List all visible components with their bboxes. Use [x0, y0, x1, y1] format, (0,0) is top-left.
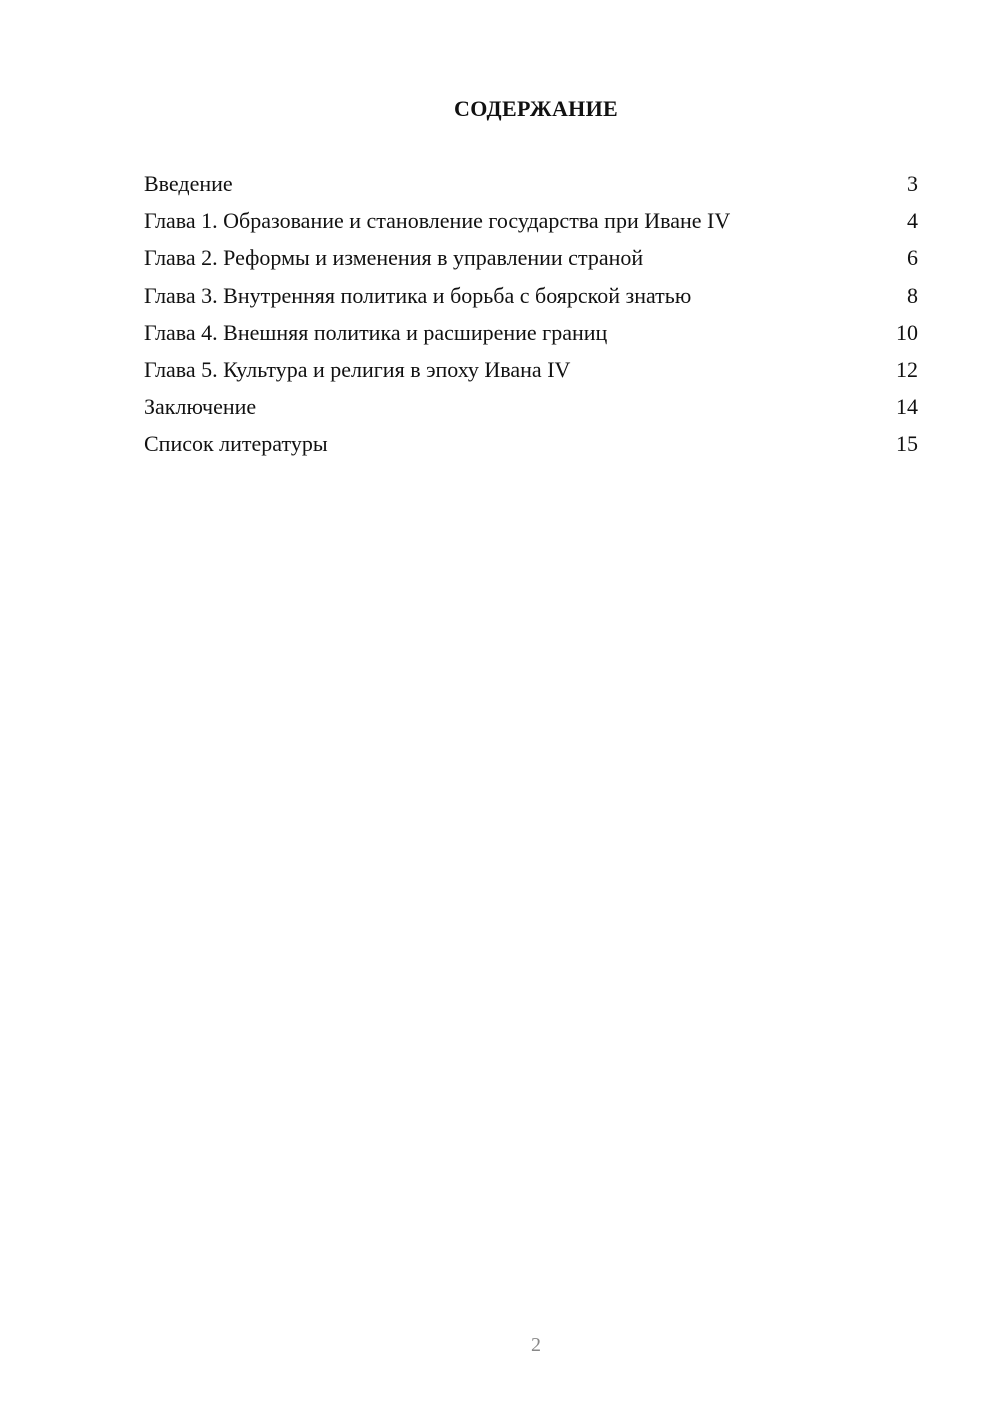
- toc-entry-label: Заключение: [144, 394, 257, 420]
- toc-entry-page: 15: [896, 431, 918, 457]
- toc-entry-page: 12: [896, 356, 918, 382]
- toc-entry-conclusion: [144, 391, 918, 428]
- toc-title: СОДЕРЖАНИЕ: [454, 96, 618, 121]
- toc-entry-label: Глава 5. Культура и религия в эпоху Ивана IV: [144, 356, 571, 382]
- toc-entry-label: Введение: [144, 171, 233, 196]
- toc-entry-label: Глава 2. Реформы и изменения в управлении страной: [144, 245, 644, 271]
- toc-entry-introduction: [144, 168, 918, 205]
- toc-entry-chapter-2: [144, 242, 918, 279]
- toc-entry-chapter-3: [144, 280, 918, 317]
- toc-entry-page: 14: [896, 394, 918, 420]
- toc-entry-label: Глава 3. Внутренняя политика и борьба с боярской знатью: [144, 282, 692, 308]
- toc-entry-label: Глава 1. Образование и становление государства при Иване IV: [144, 208, 731, 234]
- toc-entry-label: Глава 4. Внешняя политика и расширение границ: [144, 319, 608, 345]
- toc-entry-chapter-5: [144, 354, 918, 391]
- toc-entry-chapter-1: [144, 205, 918, 242]
- toc-entry-page: 6: [907, 245, 918, 271]
- toc-entry-bibliography: [144, 428, 918, 465]
- toc-entry-page: 8: [907, 282, 918, 308]
- toc-entry-page: 3: [907, 171, 918, 196]
- toc-list: [144, 168, 918, 466]
- toc-entry-page: 4: [907, 208, 918, 234]
- page-number: 2: [531, 1334, 541, 1356]
- toc-entry-page: 10: [896, 319, 918, 345]
- toc-entry-label: Список литературы: [144, 431, 328, 457]
- toc-entry-chapter-4: [144, 317, 918, 354]
